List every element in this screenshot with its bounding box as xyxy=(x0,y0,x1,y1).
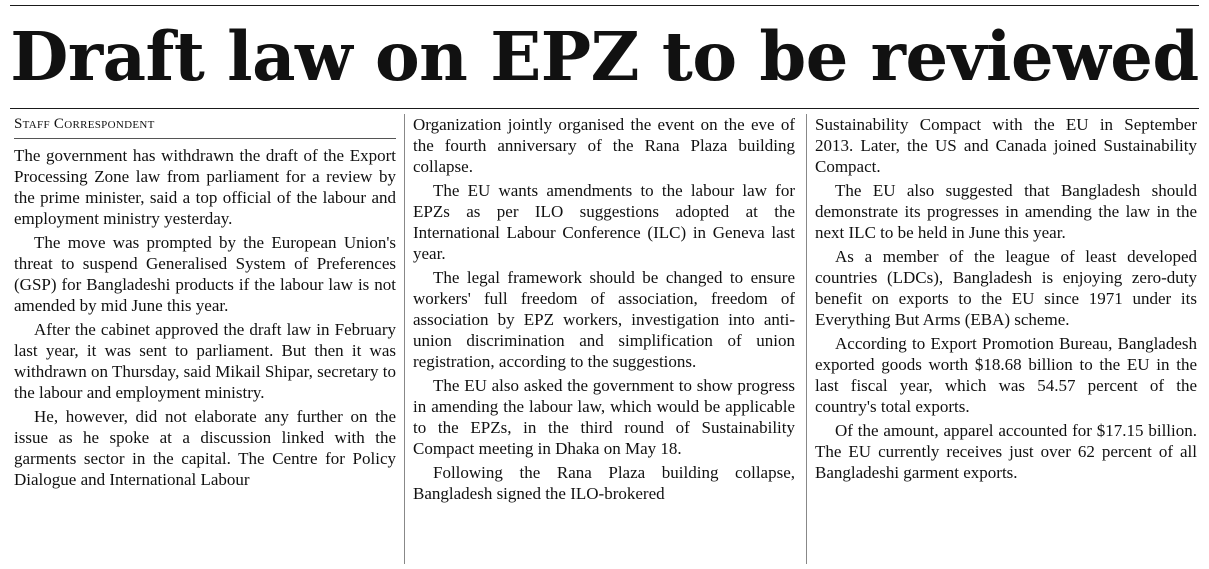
paragraph: Of the amount, apparel accounted for $17.15 billion. The EU currently receives just over 62 percent of all Bangladeshi garment exports. xyxy=(815,421,1197,482)
paragraph: The EU also asked the government to show progress in amending the labour law, which would be applicable to the EPZs, in the third round of Sustainability Compact meeting in Dhaka on May 18. xyxy=(413,376,795,458)
paragraph: Organization jointly organised the event on the eve of the fourth anniversary of the Rana Plaza building collapse. xyxy=(413,115,795,176)
top-rule xyxy=(10,5,1199,6)
article-column-3 xyxy=(815,114,1197,569)
column-divider xyxy=(404,114,405,564)
article-column-2 xyxy=(413,114,795,569)
column-divider xyxy=(806,114,807,564)
paragraph: The move was prompted by the European Union's threat to suspend Generalised System of Preferences (GSP) for Bangladeshi products if the labour law is not amended by mid June this year. xyxy=(14,233,396,315)
article-column-1 xyxy=(14,114,396,569)
paragraph: Following the Rana Plaza building collapse, Bangladesh signed the ILO-brokered xyxy=(413,463,795,503)
headline: Draft law on EPZ to be reviewed xyxy=(10,17,1199,96)
byline: Staff Correspondent xyxy=(14,114,396,139)
paragraph: The legal framework should be changed to ensure workers' full freedom of association, freedom of association by EPZ workers, investigation into anti-union discrimination and simplification of union registration, according to the suggestions. xyxy=(413,268,795,371)
paragraph: The EU wants amendments to the labour law for EPZs as per ILO suggestions adopted at the International Labour Conference (ILC) in Geneva last year. xyxy=(413,181,795,263)
paragraph: Sustainability Compact with the EU in September 2013. Later, the US and Canada joined Sustainability Compact. xyxy=(815,115,1197,176)
paragraph: According to Export Promotion Bureau, Bangladesh exported goods worth $18.68 billion to the EU in the last fiscal year, which was 54.57 percent of the country's total exports. xyxy=(815,334,1197,416)
paragraph: As a member of the league of least developed countries (LDCs), Bangladesh is enjoying zero-duty benefit on exports to the EU since 1971 under its Everything But Arms (EBA) scheme. xyxy=(815,247,1197,329)
paragraph: The EU also suggested that Bangladesh should demonstrate its progresses in amending the law in the next ILC to be held in June this year. xyxy=(815,181,1197,242)
paragraph: After the cabinet approved the draft law in February last year, it was sent to parliament. But then it was withdrawn on Thursday, said Mikail Shipar, secretary to the labour and employment ministry. xyxy=(14,320,396,402)
paragraph: The government has withdrawn the draft of the Export Processing Zone law from parliament for a review by the prime minister, said a top official of the labour and employment ministry yesterday. xyxy=(14,146,396,228)
paragraph: He, however, did not elaborate any further on the issue as he spoke at a discussion linked with the garments sector in the capital. The Centre for Policy Dialogue and International Labour xyxy=(14,407,396,489)
headline-rule xyxy=(10,108,1199,109)
